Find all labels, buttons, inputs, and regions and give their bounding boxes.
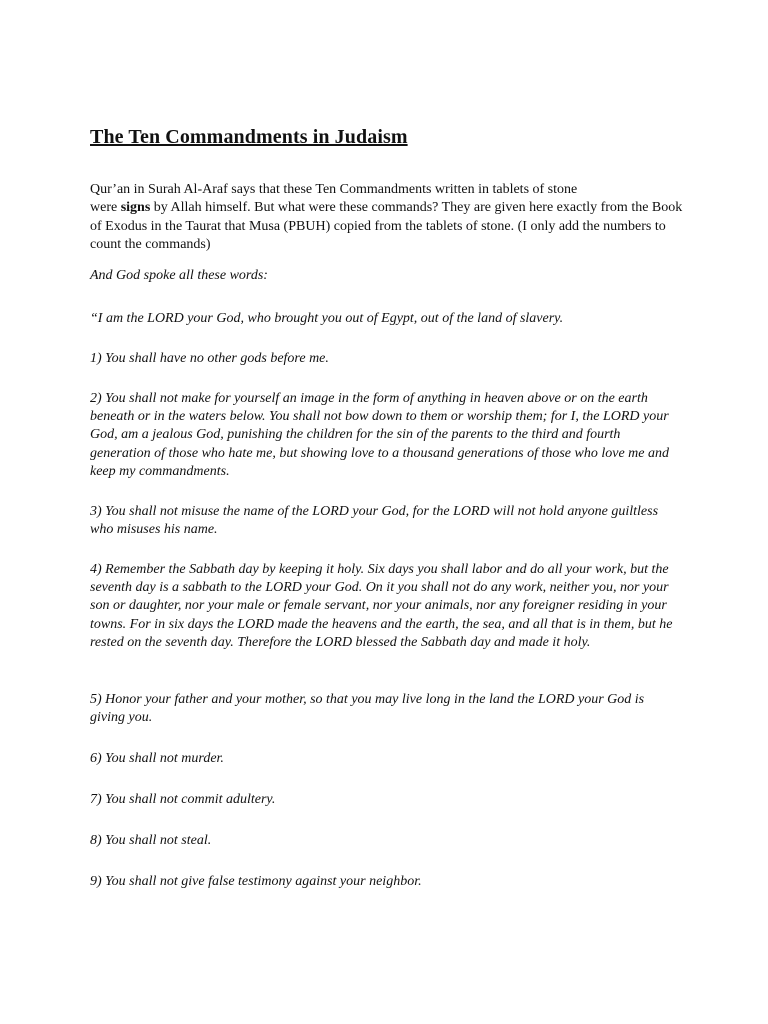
intro-prefix: were	[90, 200, 121, 216]
commandment-9: 9) You shall not give false testimony against your neighbor.	[90, 874, 422, 889]
commandment-8: 8) You shall not steal.	[90, 833, 212, 848]
commandment-1: 1) You shall have no other gods before me.	[90, 351, 329, 366]
opening-statement: “I am the LORD your God, who brought you out of Egypt, out of the land of slavery.	[90, 311, 564, 326]
commandment-3: 3) You shall not misuse the name of the LORD your God, for the LORD will not hold anyone guiltless who misuses his name.	[90, 504, 659, 538]
commandment-5: 5) Honor your father and your mother, so that you may live long in the land the LORD your God is giving you.	[90, 692, 645, 726]
intro-line-2	[90, 199, 685, 254]
intro-line-1: Qur’an in Surah Al-Araf says that these Ten Commandments written in tablets of stone	[90, 182, 578, 197]
commandment-6: 6) You shall not murder.	[90, 751, 224, 766]
document-title: The Ten Commandments in Judaism	[90, 126, 408, 148]
intro-bold-word: signs	[120, 200, 151, 216]
commandment-7: 7) You shall not commit adultery.	[90, 792, 276, 807]
commandment-4: 4) Remember the Sabbath day by keeping it holy. Six days you shall labor and do all your work, but the seventh day is a sabbath to the LORD your God. On it you shall not do any work, neither you, nor your son or daughter, nor your male or female servant, nor your animals, nor any foreigner residing in your towns. For in six days the LORD made the heavens and the earth, the sea, and all that is in them, but he rested on the seventh day. Therefore the LORD blessed the Sabbath day and made it holy.	[90, 562, 673, 650]
intro-paragraph	[90, 181, 685, 254]
preface-line: And God spoke all these words:	[90, 268, 268, 283]
commandment-2: 2) You shall not make for yourself an image in the form of anything in heaven above or on the earth beneath or in the waters below. You shall not bow down to them or worship them; for I, the LORD your God, am a jealous God, punishing the children for the sin of the parents to the third and fourth generation of those who hate me, but showing love to a thousand generations of those who love me and keep my commandments.	[90, 391, 669, 479]
intro-rest: by Allah himself. But what were these commands? They are given here exactly from the Book of Exodus in the Taurat that Musa (PBUH) copied from the tablets of stone. (I only add the numbers to count the commands)	[90, 200, 683, 252]
